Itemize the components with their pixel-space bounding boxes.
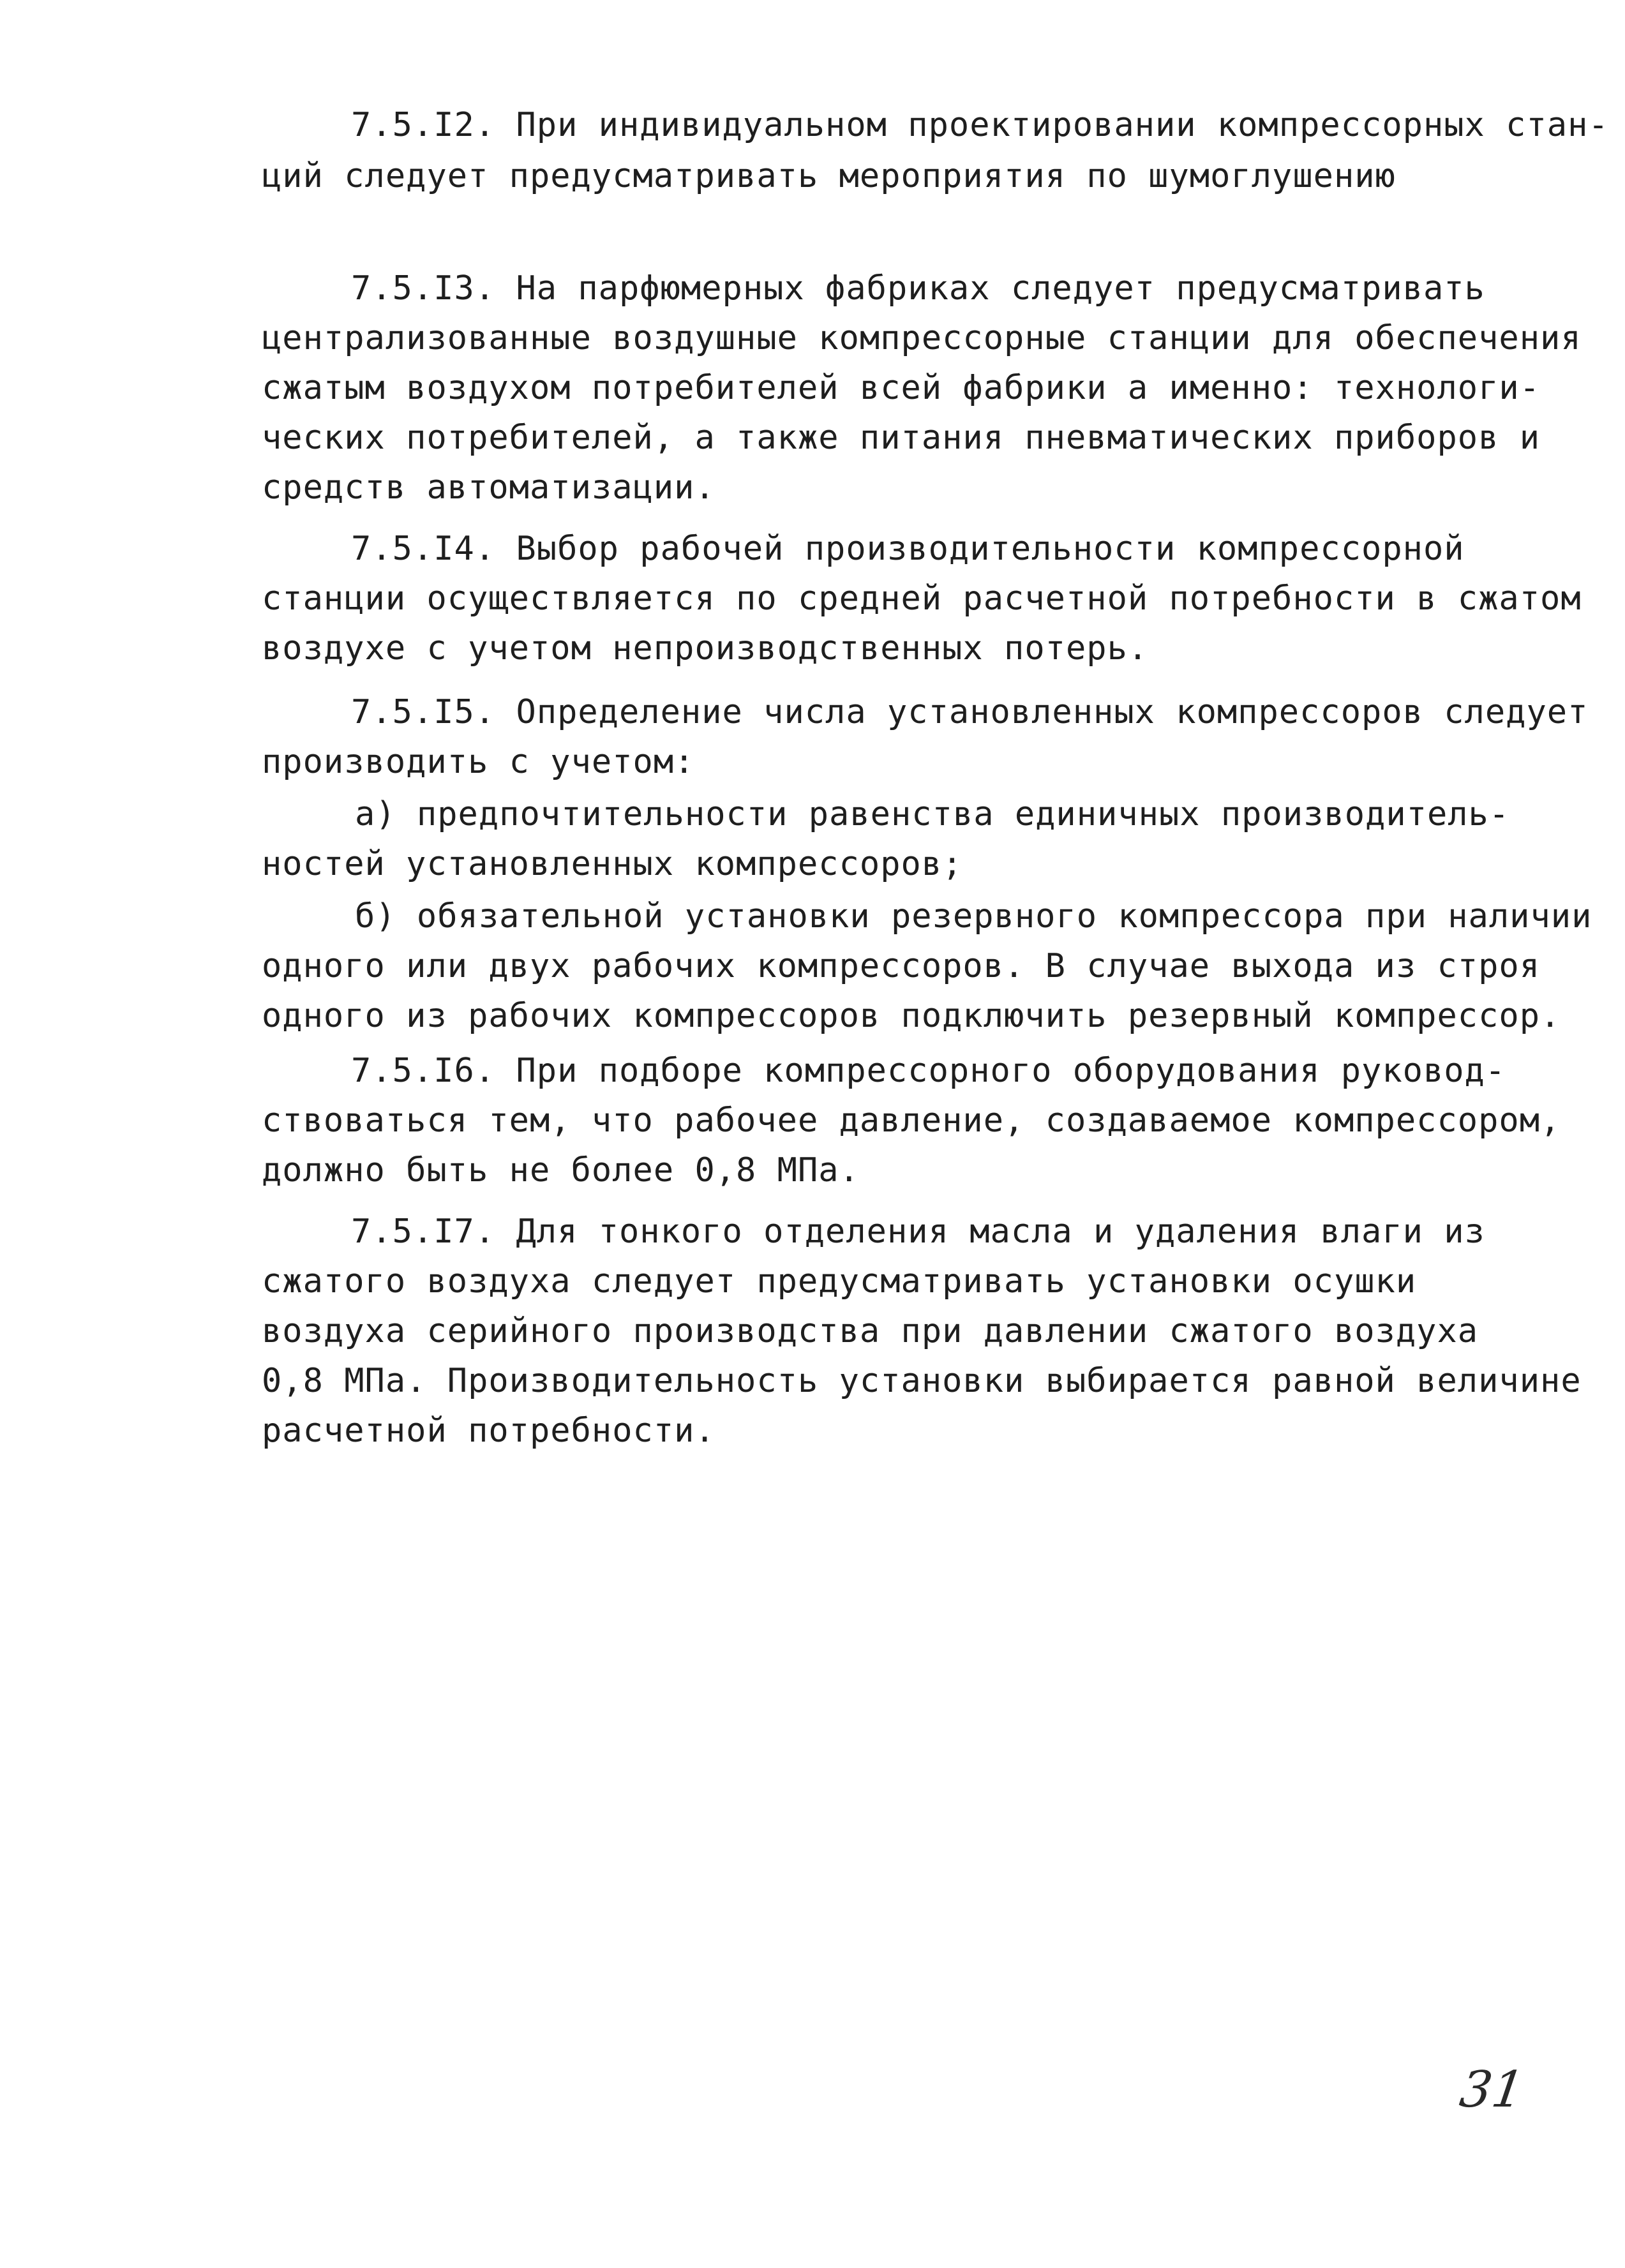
paragraph-7-5-16-line-2: ствоваться тем, что рабочее давление, создаваемое компрессором, [262,1101,1561,1140]
paragraph-7-5-17-line-3: воздуха серийного производства при давлении сжатого воздуха [262,1312,1479,1350]
paragraph-7-5-14-line-2: станции осуществляется по средней расчетной потребности в сжатом [262,579,1582,618]
paragraph-7-5-15-line-1: 7.5.I5. Определение числа установленных компрессоров следует [351,693,1589,731]
paragraph-7-5-17-line-5: расчетной потребности. [262,1412,715,1450]
list-item-b-line-2: одного или двух рабочих компрессоров. В случае выхода из строя [262,947,1541,985]
paragraph-7-5-13-line-3: сжатым воздухом потребителей всей фабрики а именно: технологи- [262,369,1541,407]
list-item-b-line-3: одного из рабочих компрессоров подключить резервный компрессор. [262,997,1561,1035]
paragraph-7-5-17-line-2: сжатого воздуха следует предусматривать установки осушки [262,1262,1417,1301]
paragraph-7-5-17-line-1: 7.5.I7. Для тонкого отделения масла и удаления влаги из [351,1212,1485,1251]
list-item-b-line-1: б) обязательной установки резервного компрессора при наличии [355,897,1592,936]
paragraph-7-5-12-line-1: 7.5.I2. При индивидуальном проектировании компрессорных стан- [351,106,1609,144]
paragraph-7-5-12-line-2: ций следует предусматривать мероприятия по шумоглушению [262,157,1396,195]
list-item-a-line-1: а) предпочтительности равенства единичных производитель- [355,795,1510,833]
paragraph-7-5-13-line-2: централизованные воздушные компрессорные станции для обеспечения [262,319,1582,357]
paragraph-7-5-13-line-1: 7.5.I3. На парфюмерных фабриках следует предусматривать [351,269,1485,308]
paragraph-7-5-14-line-3: воздухе с учетом непроизводственных потерь. [262,629,1149,668]
paragraph-7-5-17-line-4: 0,8 МПа. Производительность установки выбирается равной величине [262,1362,1582,1400]
paragraph-7-5-16-line-3: должно быть не более 0,8 МПа. [262,1151,860,1190]
paragraph-7-5-14-line-1: 7.5.I4. Выбор рабочей производительности компрессорной [351,530,1465,568]
list-item-a-line-2: ностей установленных компрессоров; [262,845,963,883]
paragraph-7-5-13-line-5: средств автоматизации. [262,468,715,507]
paragraph-7-5-13-line-4: ческих потребителей, а также питания пневматических приборов и [262,419,1541,457]
paragraph-7-5-15-line-2: производить с учетом: [262,743,695,781]
page-number: 31 [1456,2061,1528,2119]
paragraph-7-5-16-line-1: 7.5.I6. При подборе компрессорного оборудования руковод- [351,1052,1506,1090]
